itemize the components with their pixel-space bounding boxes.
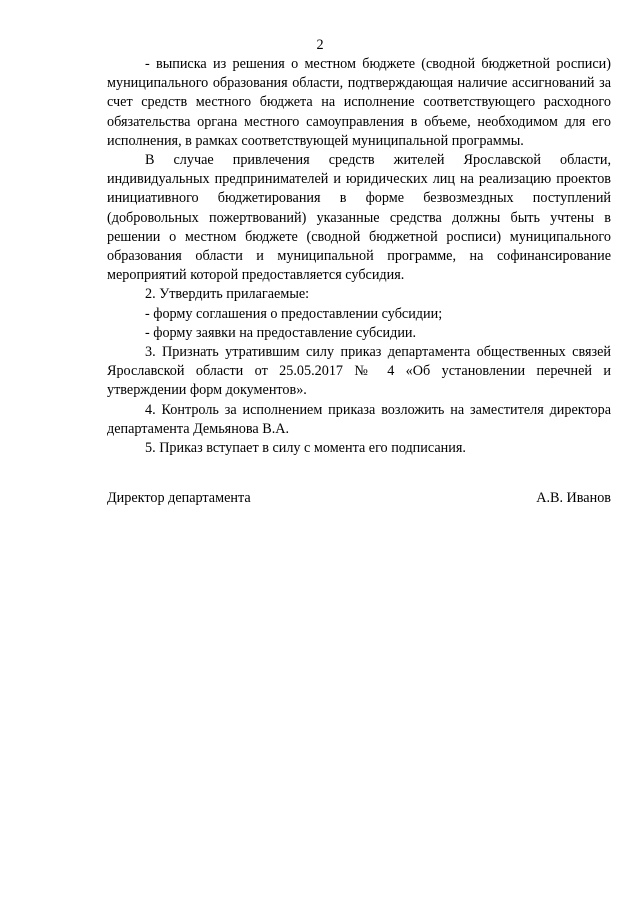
signer-position: Директор департамента bbox=[107, 490, 251, 506]
paragraph-application-form: - форму заявки на предоставление субсидии. bbox=[145, 324, 417, 341]
paragraph-citizen-funds: В случае привлечения средств жителей Ярославской области, индивидуальных предпринимателей и юридических лиц на реализацию проектов инициативного бюджетирования в форме безвозмездных поступлений (добровольных пожертвований) указанные средства должны быть учтены в решении о местном бюджете (сводной бюджетной росписи) муниципального образования области и муниципальной программе, на софинансирование мероприятий которой предоставляется субсидия. bbox=[107, 152, 611, 284]
paragraph-agreement-form: - форму соглашения о предоставлении субсидии; bbox=[145, 305, 443, 322]
signer-name: А.В. Иванов bbox=[536, 490, 611, 506]
page-number: 2 bbox=[316, 37, 324, 53]
signature-block bbox=[107, 489, 611, 508]
paragraph-approve-forms: 2. Утвердить прилагаемые: bbox=[145, 286, 310, 303]
document-body bbox=[107, 55, 611, 458]
paragraph-budget-extract: - выписка из решения о местном бюджете (сводной бюджетной росписи) муниципального образования области, подтверждающая наличие ассигнований за счет средств местного бюджета на исполнение соответствующего расходного обязательства органа местного самоуправления в объеме, необходимом для его исполнения, в рамках соответствующей муниципальной программы. bbox=[107, 56, 611, 149]
paragraph-control: 4. Контроль за исполнением приказа возложить на заместителя директора департамента Демьянова В.А. bbox=[107, 401, 611, 437]
paragraph-repeal-order: 3. Признать утратившим силу приказ департамента общественных связей Ярославской области от 25.05.2017 № 4 «Об установлении перечней и утверждении форм документов». bbox=[107, 344, 611, 399]
paragraph-effective: 5. Приказ вступает в силу с момента его подписания. bbox=[145, 440, 466, 457]
